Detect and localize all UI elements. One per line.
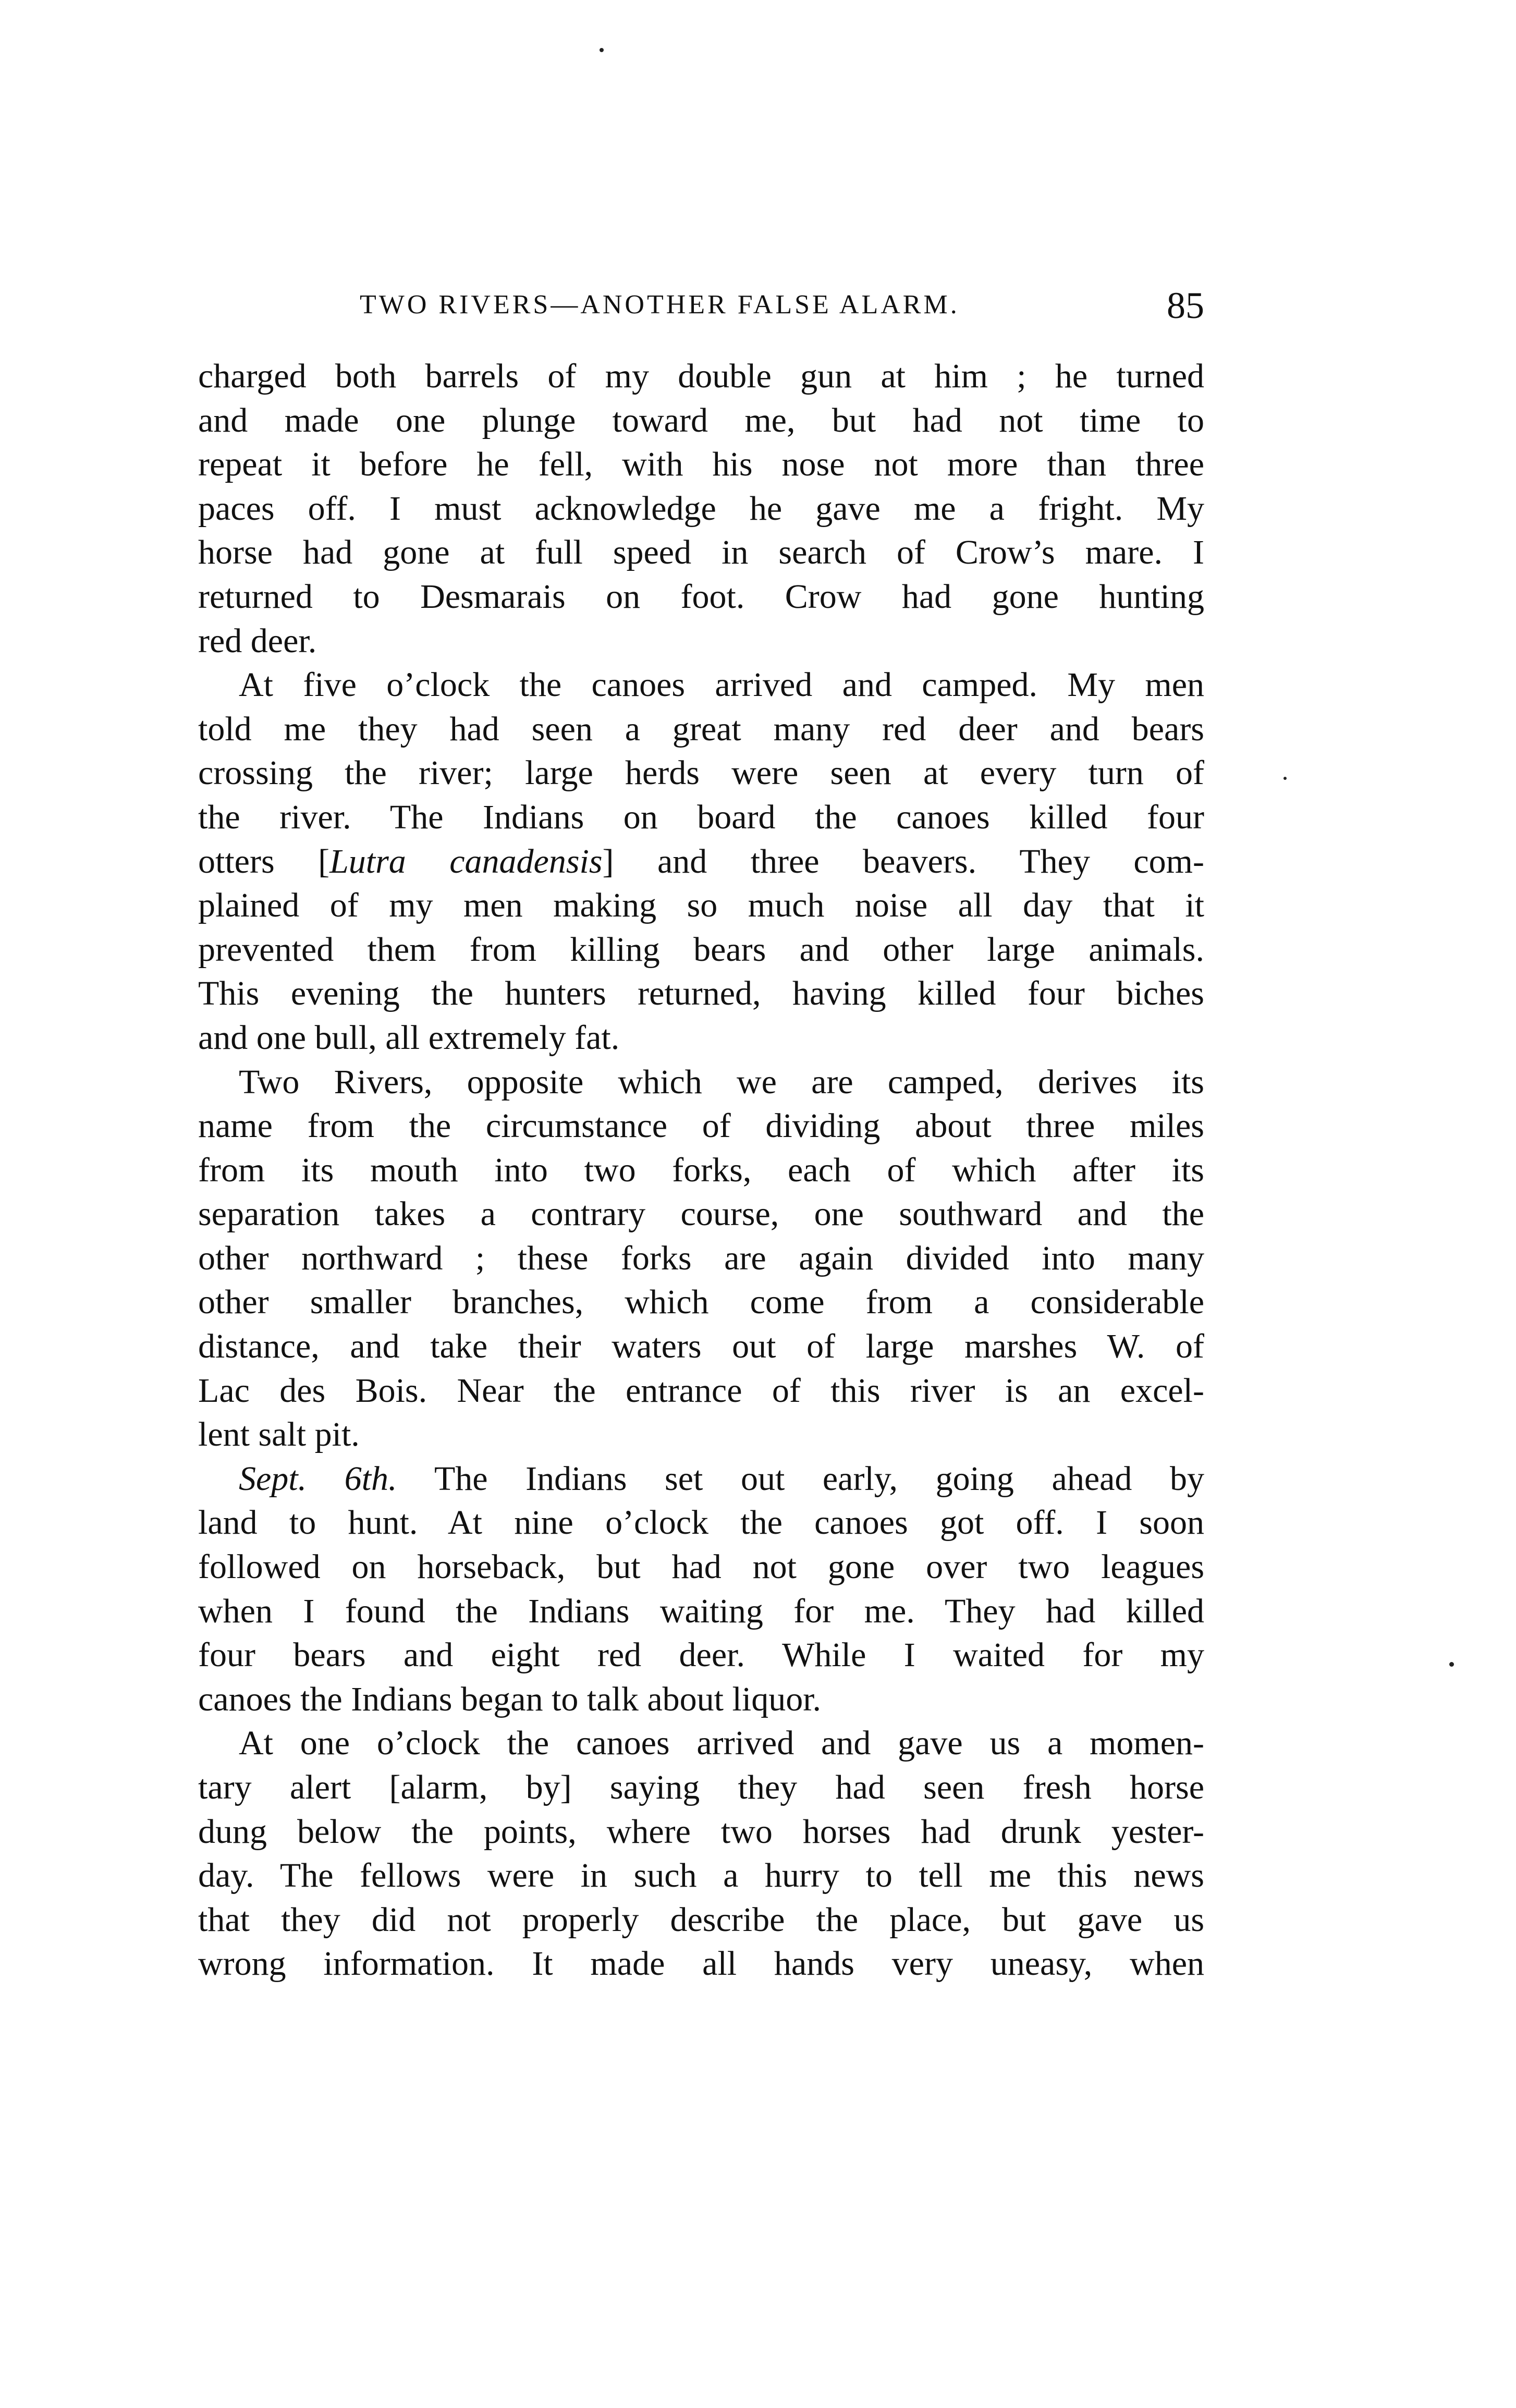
text-line [198,399,1204,443]
text-line [198,1060,1204,1105]
text-segment: wrong information. It made all hands very uneasy, when [198,1945,1204,1983]
text-segment: This evening the hunters returned, having killed four biches [198,974,1204,1013]
italic-text: Lutra canadensis [329,842,603,881]
text-line [198,619,1204,664]
text-segment: At one o’clock the canoes arrived and gave us a momen- [239,1724,1204,1763]
text-line [198,1854,1204,1898]
text-line [198,443,1204,487]
text-line [198,1104,1204,1148]
text-line [198,840,1204,884]
text-line [198,355,1204,399]
text-line [198,1810,1204,1854]
print-speck [1283,777,1287,780]
text-segment: name from the circumstance of dividing about three miles [198,1107,1204,1145]
paragraph [198,355,1204,663]
text-line [198,531,1204,575]
text-segment: and one bull, all extremely fat. [198,1018,620,1057]
text-line [198,1148,1204,1193]
text-segment: returned to Desmarais on foot. Crow had gone hunting [198,577,1204,616]
text-line [198,575,1204,619]
text-segment: distance, and take their waters out of large marshes W. of [198,1327,1204,1366]
text-line [198,1325,1204,1369]
text-line [198,1898,1204,1942]
text-segment: ] and three beavers. They com- [602,842,1204,881]
text-line [198,1590,1204,1634]
text-segment: followed on horseback, but had not gone over two leagues [198,1548,1204,1586]
text-line [198,1721,1204,1766]
text-segment: when I found the Indians waiting for me. They had killed [198,1592,1204,1630]
page-number: 85 [1167,285,1204,326]
text-line [198,1369,1204,1413]
text-segment: At five o’clock the canoes arrived and camped. My men [239,666,1204,704]
text-segment: repeat it before he fell, with his nose not more than three [198,445,1204,484]
text-segment: paces off. I must acknowledge he gave me a fright. My [198,489,1204,528]
text-line [198,796,1204,840]
running-head [198,284,1204,326]
text-line [198,928,1204,972]
text-segment: tary alert [alarm, by] saying they had seen fresh horse [198,1768,1204,1806]
text-line [198,1766,1204,1810]
paragraph [198,1060,1204,1457]
text-line [198,1413,1204,1457]
text-segment: that they did not properly describe the place, but gave us [198,1900,1204,1939]
running-title: TWO RIVERS—ANOTHER FALSE ALARM. [360,290,960,320]
text-line [198,1457,1204,1501]
text-line [198,1501,1204,1545]
text-segment: otters [ [198,842,330,881]
text-segment: separation takes a contrary course, one southward and the [198,1195,1204,1233]
text-segment: dung below the points, where two horses had drunk yester- [198,1812,1204,1851]
text-segment: the river. The Indians on board the canoes killed four [198,798,1204,836]
text-segment: told me they had seen a great many red deer and bears [198,710,1204,748]
text-segment: land to hunt. At nine o’clock the canoes got off. I soon [198,1504,1204,1542]
text-segment: other northward ; these forks are again divided into many [198,1239,1204,1277]
text-line [198,1280,1204,1325]
text-line [198,972,1204,1016]
text-segment: Lac des Bois. Near the entrance of this river is an excel- [198,1371,1204,1410]
text-segment: and made one plunge toward me, but had not time to [198,401,1204,439]
text-segment: crossing the river; large herds were seen at every turn of [198,754,1204,792]
text-segment: The Indians set out early, going ahead by [397,1459,1204,1498]
body-text [198,355,1204,1986]
text-line [198,1545,1204,1590]
text-line [198,884,1204,928]
text-line [198,1237,1204,1281]
text-segment: canoes the Indians began to talk about liquor. [198,1680,822,1718]
text-line [198,751,1204,796]
text-segment: lent salt pit. [198,1415,360,1454]
text-line [198,1192,1204,1237]
text-segment: four bears and eight red deer. While I waited for my [198,1636,1204,1674]
text-line [198,1016,1204,1060]
text-segment: day. The fellows were in such a hurry to tell me this news [198,1856,1204,1895]
text-line [198,1942,1204,1986]
text-line [198,487,1204,531]
text-line [198,707,1204,752]
print-speck [600,48,604,52]
text-segment: Two Rivers, opposite which we are camped, derives its [239,1062,1204,1101]
paragraph [198,663,1204,1060]
text-segment: plained of my men making so much noise all day that it [198,886,1204,925]
text-segment: other smaller branches, which come from a considerable [198,1283,1204,1322]
print-speck [1449,1662,1454,1667]
text-segment: horse had gone at full speed in search of Crow’s mare. I [198,533,1204,572]
text-segment: prevented them from killing bears and other large animals. [198,930,1204,969]
text-line [198,1678,1204,1722]
text-line [198,663,1204,707]
text-segment: from its mouth into two forks, each of which after its [198,1151,1204,1189]
text-segment: charged both barrels of my double gun at him ; he turned [198,357,1204,395]
text-line [198,1633,1204,1678]
text-segment: red deer. [198,621,317,660]
italic-text: Sept. 6th. [239,1459,397,1498]
paragraph [198,1721,1204,1986]
paragraph [198,1457,1204,1722]
